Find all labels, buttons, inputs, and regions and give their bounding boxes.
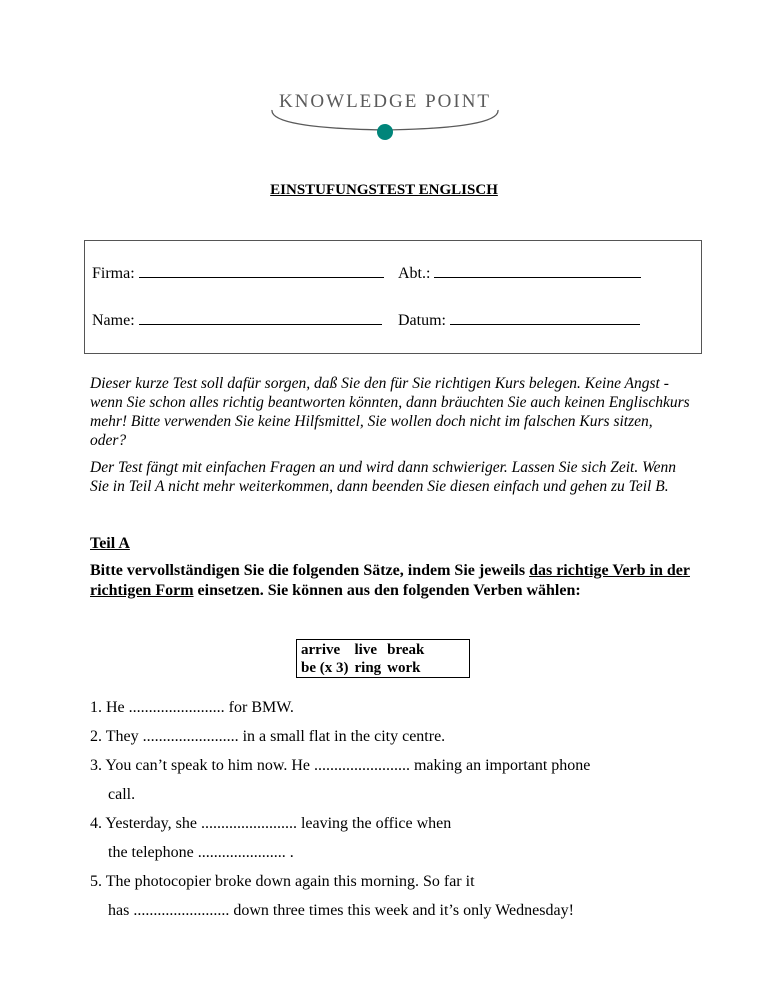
- teil-a-instruction: [90, 561, 690, 601]
- knowledge-point-logo: [260, 88, 510, 148]
- page-title: EINSTUFUNGSTEST ENGLISCH: [270, 182, 498, 198]
- personal-info-box: [84, 240, 702, 354]
- section-heading-teil-a: Teil A: [90, 535, 130, 552]
- instruction-text-pre: Bitte vervollständigen Sie die folgenden Sätze, indem Sie jeweils: [90, 562, 530, 579]
- verb-cell: break: [387, 642, 425, 658]
- abt-field[interactable]: [398, 262, 641, 283]
- datum-blank[interactable]: [450, 309, 640, 325]
- intro-paragraph-1: Dieser kurze Test soll dafür sorgen, daß Sie den für Sie richtigen Kurs belegen. Keine Angst - wenn Sie schon alles richtig beantworten könnten, dann bräuchten Sie auch keinen Englischkurs mehr! Bitte verwenden Sie keine Hilfsmittel, Sie wollen doch nicht im falschen Kurs sitzen, oder?: [90, 375, 690, 449]
- firma-blank[interactable]: [139, 262, 384, 278]
- verb-cell: be (x 3): [301, 660, 349, 676]
- logo-text: KNOWLEDGE POINT: [278, 91, 492, 112]
- instruction-text-underlined: das richtige Verb in der richtigen Form: [90, 562, 690, 599]
- question-4-continuation: the telephone ...................... .: [108, 844, 294, 861]
- verb-list-box: [296, 639, 470, 678]
- abt-label: Abt.:: [398, 265, 431, 282]
- verb-row: [301, 641, 430, 659]
- verb-cell: live: [354, 642, 377, 658]
- question-5: 5. The photocopier broke down again this morning. So far it: [90, 873, 475, 890]
- abt-blank[interactable]: [434, 262, 641, 278]
- question-3-continuation: call.: [108, 786, 136, 803]
- question-1: 1. He ........................ for BMW.: [90, 699, 294, 716]
- logo-dot-icon: [377, 124, 393, 140]
- instruction-text-post: einsetzen. Sie können aus den folgenden Verben wählen:: [193, 582, 581, 599]
- question-5-continuation: has ........................ down three times this week and it’s only Wednesday!: [108, 902, 574, 919]
- name-blank[interactable]: [139, 309, 382, 325]
- firma-label: Firma:: [92, 265, 135, 282]
- verb-table: [301, 641, 430, 677]
- verb-cell: work: [387, 660, 421, 676]
- verb-cell: ring: [354, 660, 382, 676]
- verb-row: [301, 659, 430, 677]
- verb-cell: arrive: [301, 642, 341, 658]
- name-label: Name:: [92, 312, 135, 329]
- firma-field[interactable]: [92, 262, 384, 283]
- name-field[interactable]: [92, 309, 382, 330]
- question-4: 4. Yesterday, she ........................ leaving the office when: [90, 815, 452, 832]
- intro-paragraph-2: Der Test fängt mit einfachen Fragen an und wird dann schwieriger. Lassen Sie sich Zeit. Wenn Sie in Teil A nicht mehr weiterkommen, dann beenden Sie diesen einfach und gehen zu Teil B.: [90, 459, 676, 495]
- question-2: 2. They ........................ in a small flat in the city centre.: [90, 728, 446, 745]
- datum-label: Datum:: [398, 312, 446, 329]
- datum-field[interactable]: [398, 309, 640, 330]
- question-3: 3. You can’t speak to him now. He ........................ making an important phone: [90, 757, 591, 774]
